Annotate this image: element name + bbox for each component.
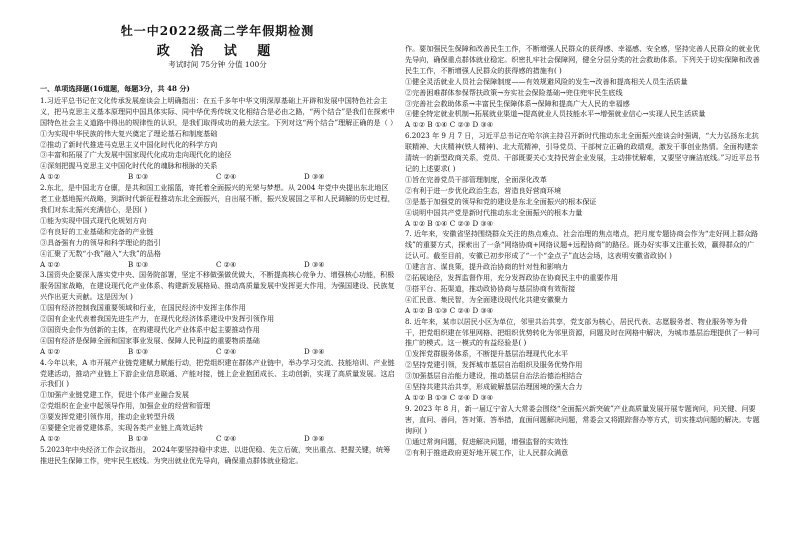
text-line: ②有利于推进政府更好地开展工作，让人民群众满意 [405, 447, 569, 457]
question-option: ③国资央企作为创新的主体，在构建现代化产业体系中起主要推动作用 [40, 324, 260, 334]
answer-choice: C ②④ [216, 434, 237, 443]
answer-choice: B ①③ [128, 434, 149, 443]
answer-choice: B ①③ [128, 259, 149, 269]
text-line: ③是基于加强党的领导和党的建设是东北全面振兴的根本保证 [405, 196, 597, 206]
question-3 [40, 270, 395, 357]
text-line: 7. 近年来，安徽省坚持围绕群众关注的热点难点、社会治理的焦点堵点，把月度专题协商会作为“走好网上群众路线”的重要方式，探索出了一条“网络协商+网络议题+远程协商”的路径。既办好实事又注重长效，赢得群众的广泛认可。截至目前，安徽已初步形成了“一个“金点子”直达会场，这表明安徽省政协( ) [405, 229, 759, 261]
question-option: ③具备强有力的领导和科学理论的指引 [40, 237, 161, 247]
left-column [40, 84, 398, 467]
answer-choice: C ②④ [216, 172, 237, 182]
answer-choice: D ③④ [304, 434, 325, 443]
answer-choices [40, 172, 395, 183]
question-option: ②国有企业代表着我国先进生产力，在现代化经济体系建设中发挥引领作用 [40, 314, 275, 324]
question-4 [40, 358, 395, 445]
text-line: ④坚持共建共治共享，形成破解基层治理困境的强大合力 [405, 382, 583, 392]
section-heading: 一、单项选择题(16道题，每题3分，共 48 分) [40, 84, 190, 93]
text-line: ②坚持党建引领，发挥城市基层自治组织及服务优势作用 [405, 360, 583, 370]
text-line: ③搭平台、拓渠道，推动政协协商与基层协商有效衔接 [405, 283, 576, 293]
answer-choice: C ②④ [216, 346, 237, 356]
question-option: ③丰富和拓展了广大发展中国家现代化成功走向现代化的途径 [40, 150, 232, 160]
question-option: ①国有经济控制我国重要领域和行业，在国民经济中发挥主体作用 [40, 303, 246, 313]
text-line: ①通过常询问题，促进解决问题，增强监督的实效性 [405, 436, 569, 446]
answer-choice: C ②④ [216, 259, 237, 269]
question-option: ②党组织在企业中起领导作用，加强企业的经营和管理 [40, 401, 211, 411]
answer-choice: A ①② [40, 434, 61, 443]
right-column [405, 44, 760, 458]
answer-choices [40, 260, 395, 271]
text-line: 8. 近年来，某市以居民小区为单位，邻里共治共享，党支部为核心，居民代表、志愿服务者、物业服务等为骨干，把党组织建在邻里网格、把组织优势转化为邻里资源，问题及时在网格中解决，为城市基层治理提供了一种可推广的模式。这一模式的有益经验是( ) [405, 316, 760, 348]
text-line: ③加强基层自治能力建设，推动基层自治法治德治相结合 [405, 371, 583, 381]
text-line: ①健全灵活就业人员社会保障制度——有效规避风险的发生→改善和提高相关人员生活质量 [405, 76, 688, 86]
text-line: ③完善社会救助体系→丰富民生保障体系→保障和提高广大人民的幸福感 [405, 98, 630, 108]
question-stem: 2.东北，是中国北方仓廪，是共和国工业摇篮，寄托着全面振兴的光荣与梦想。从 2004 年党中央提出东北地区老工业基地振兴战略，到新时代新征程推动东北全面振兴，自出展不断，振兴发展国之平和人民调解的历史过程，我们对东北振兴充满信心，是因( ) [40, 183, 395, 214]
text-line: A ①② B ①③ C ②④ D ③④ [405, 393, 494, 402]
answer-choice: D ③④ [304, 259, 325, 269]
question-option: ④国有经济是保障全面和国家事业发展、保障人民利益的重要物质基础 [40, 335, 260, 345]
answer-choice: A ①② [40, 346, 61, 356]
question-stem: 3.国资央企要深入落实党中央、国务院部署，坚定不移做强做优做大，不断提高核心竞争力、增强核心功能，积极服务国家战略，在建设现代化产业体系、构建新发展格局、推动高质量发展中发挥更大作用，为强国建设、民族复兴作出更大贡献。这是因为( ) [40, 270, 395, 302]
text-line: ④健全特定就业机制→拓展就业渠道→提高就业人员技能水平→增强就业信心→实现人民生活质量 [405, 109, 706, 119]
text-line: ①旨在完善党员干部管理制度，全面深化改革 [405, 174, 547, 184]
question-stem: 1.习近平总书记在文化传承发展座谈会上明确指出：在五千多年中华文明深厚基础上开辟和发展中国特色社会主义，把马克思主义基本原理同中国具体实际、同中华优秀传统文化相结合是必由之路，“两个结合”是我们在探索中国特色社会主义道路中得出的规律性的认识，是我们取得成功的最大法宝。下列对这“两个结合”理解正确的是（ ） [40, 95, 398, 127]
text-line: 作。要加强民生保障和改善民生工作，不断增强人民群众的获得感、幸福感、安全感，坚持完善人民群众的就业优先导向，确保重点群体就业稳定。织密扎牢社会保障网，健全分层分类的社会救助体系。下列关于切实保障和改善民生工作，不断增强人民群众的获得感的措施有( ) [405, 44, 760, 75]
exam-title: 牡一中2022级高二学年假期检测 [120, 24, 315, 38]
text-line: ④说明中国共产党是新时代推动东北全面振兴的根本力量 [405, 207, 583, 217]
question-2 [40, 183, 395, 270]
text-line: ①发挥党群服务体系，不断提升基层治理现代化水平 [405, 349, 569, 359]
question-option: ①加强产业链党建工作，促进个体产业融合发展 [40, 390, 189, 400]
text-line: 6.2023 年 9 月 7 日，习近平总书记在哈尔滨主持召开新时代推动东北全面振兴座谈会时强调，“大力弘扬东北抗联精神、大庆精神(铁人精神)、北大荒精神，引导党员、干部树立正确的政绩观，激发干事创业热情。全面构建亲清统一的新型政商关系，党员、干部既要关心支持民营企业发展，主动排忧解难，又要坚守廉洁底线。”习近平总书记的上述要求( ) [405, 131, 760, 173]
question-option: ④要健全完善党建体系，实现各类产业链上高效运转 [40, 423, 204, 433]
answer-choice: B ①③ [128, 346, 149, 356]
question-option: ③要发挥党建引领作用，推动企业转型升级 [40, 412, 175, 422]
question-5 [40, 445, 395, 467]
text-line: ②拓展途径，发挥监督作用，充分发挥政协在协商民主中的重要作用 [405, 273, 618, 283]
text-line: ②完善困难群体参保帮扶政策→夯实社会保险基础→兜住兜牢民生底线 [405, 87, 623, 97]
text-line: A ①② B ①④ C ②③ D ③④ [405, 120, 494, 130]
answer-choice: B ①③ [128, 172, 149, 182]
text-line: 9. 2023 年 8 月，新一届辽宁省人大常委会围绕“全面振兴新突破”产业高质量发展开展专题询问，问关键、问要害，直问、善问，答对策、答举措，直面问题解决问题，常委会又将跟踪督办等方式，切实推动问题的解决。专题询问( ) [405, 403, 760, 435]
text-line: ④汇民意、集民智，为全面建设现代化共建安徽聚力 [405, 294, 569, 304]
question-stem: 5.2023年中央经济工作会议指出， 2024年要坚持稳中求进、以进促稳、先立后破，突出重点、把握关键，统筹推进民生保障工作，兜牢民生底线。为突出就业优先导向，确保重点群体就业稳定。 [40, 444, 391, 465]
question-option: ②推动了新时代推进马克思主义中国化时代化的科学方向 [40, 139, 218, 149]
question-option: ②有良好的工业基础和完备的产业链 [40, 226, 154, 236]
text-line: ①建言言、谋良策，提升政治协商的针对性和影响力 [405, 262, 569, 272]
question-option: ④深刻把握马克思主义中国化时代化的魂脉和根脉的关系 [40, 161, 218, 171]
answer-choice: A ①② [40, 172, 61, 182]
text-line: ②有利于进一步优化政治生态，营造良好营商环境 [405, 185, 562, 195]
question-list [40, 95, 398, 467]
exam-meta: 考试时间 75分钟 分值 100分 [168, 60, 267, 69]
question-option: ④汇聚了无数“小我”融入“大我”的品格 [40, 248, 161, 258]
answer-choices [40, 434, 395, 445]
question-option: ①能为实现中国式现代化规划方向 [40, 215, 147, 225]
text-line: A ①② B ①③ C ②④ D ③④ [405, 305, 494, 315]
question-option: ①为实现中华民族的伟大复兴奠定了理论基石和制度基础 [40, 128, 218, 138]
answer-choice: A ①② [40, 259, 61, 269]
question-1 [40, 95, 398, 183]
answer-choice: D ③④ [304, 346, 325, 356]
question-stem: 4.今年以来，A 市开展产业链党建赋力赋能行动，把党组织建在群体产业链中，举办学习交流、技能培训、产业链党建活动，推动产业链上下游企业信息联通、产能对接，链上企业抱团成长、主动创新，实现了高质量发展。这启示我们( ) [40, 357, 395, 389]
answer-choices [40, 347, 395, 358]
exam-subject: 政 治 试 题 [156, 44, 279, 59]
text-line: A ①② B ①④ C ②③ D ③④ [405, 218, 494, 228]
answer-choice: D ③④ [304, 172, 325, 182]
